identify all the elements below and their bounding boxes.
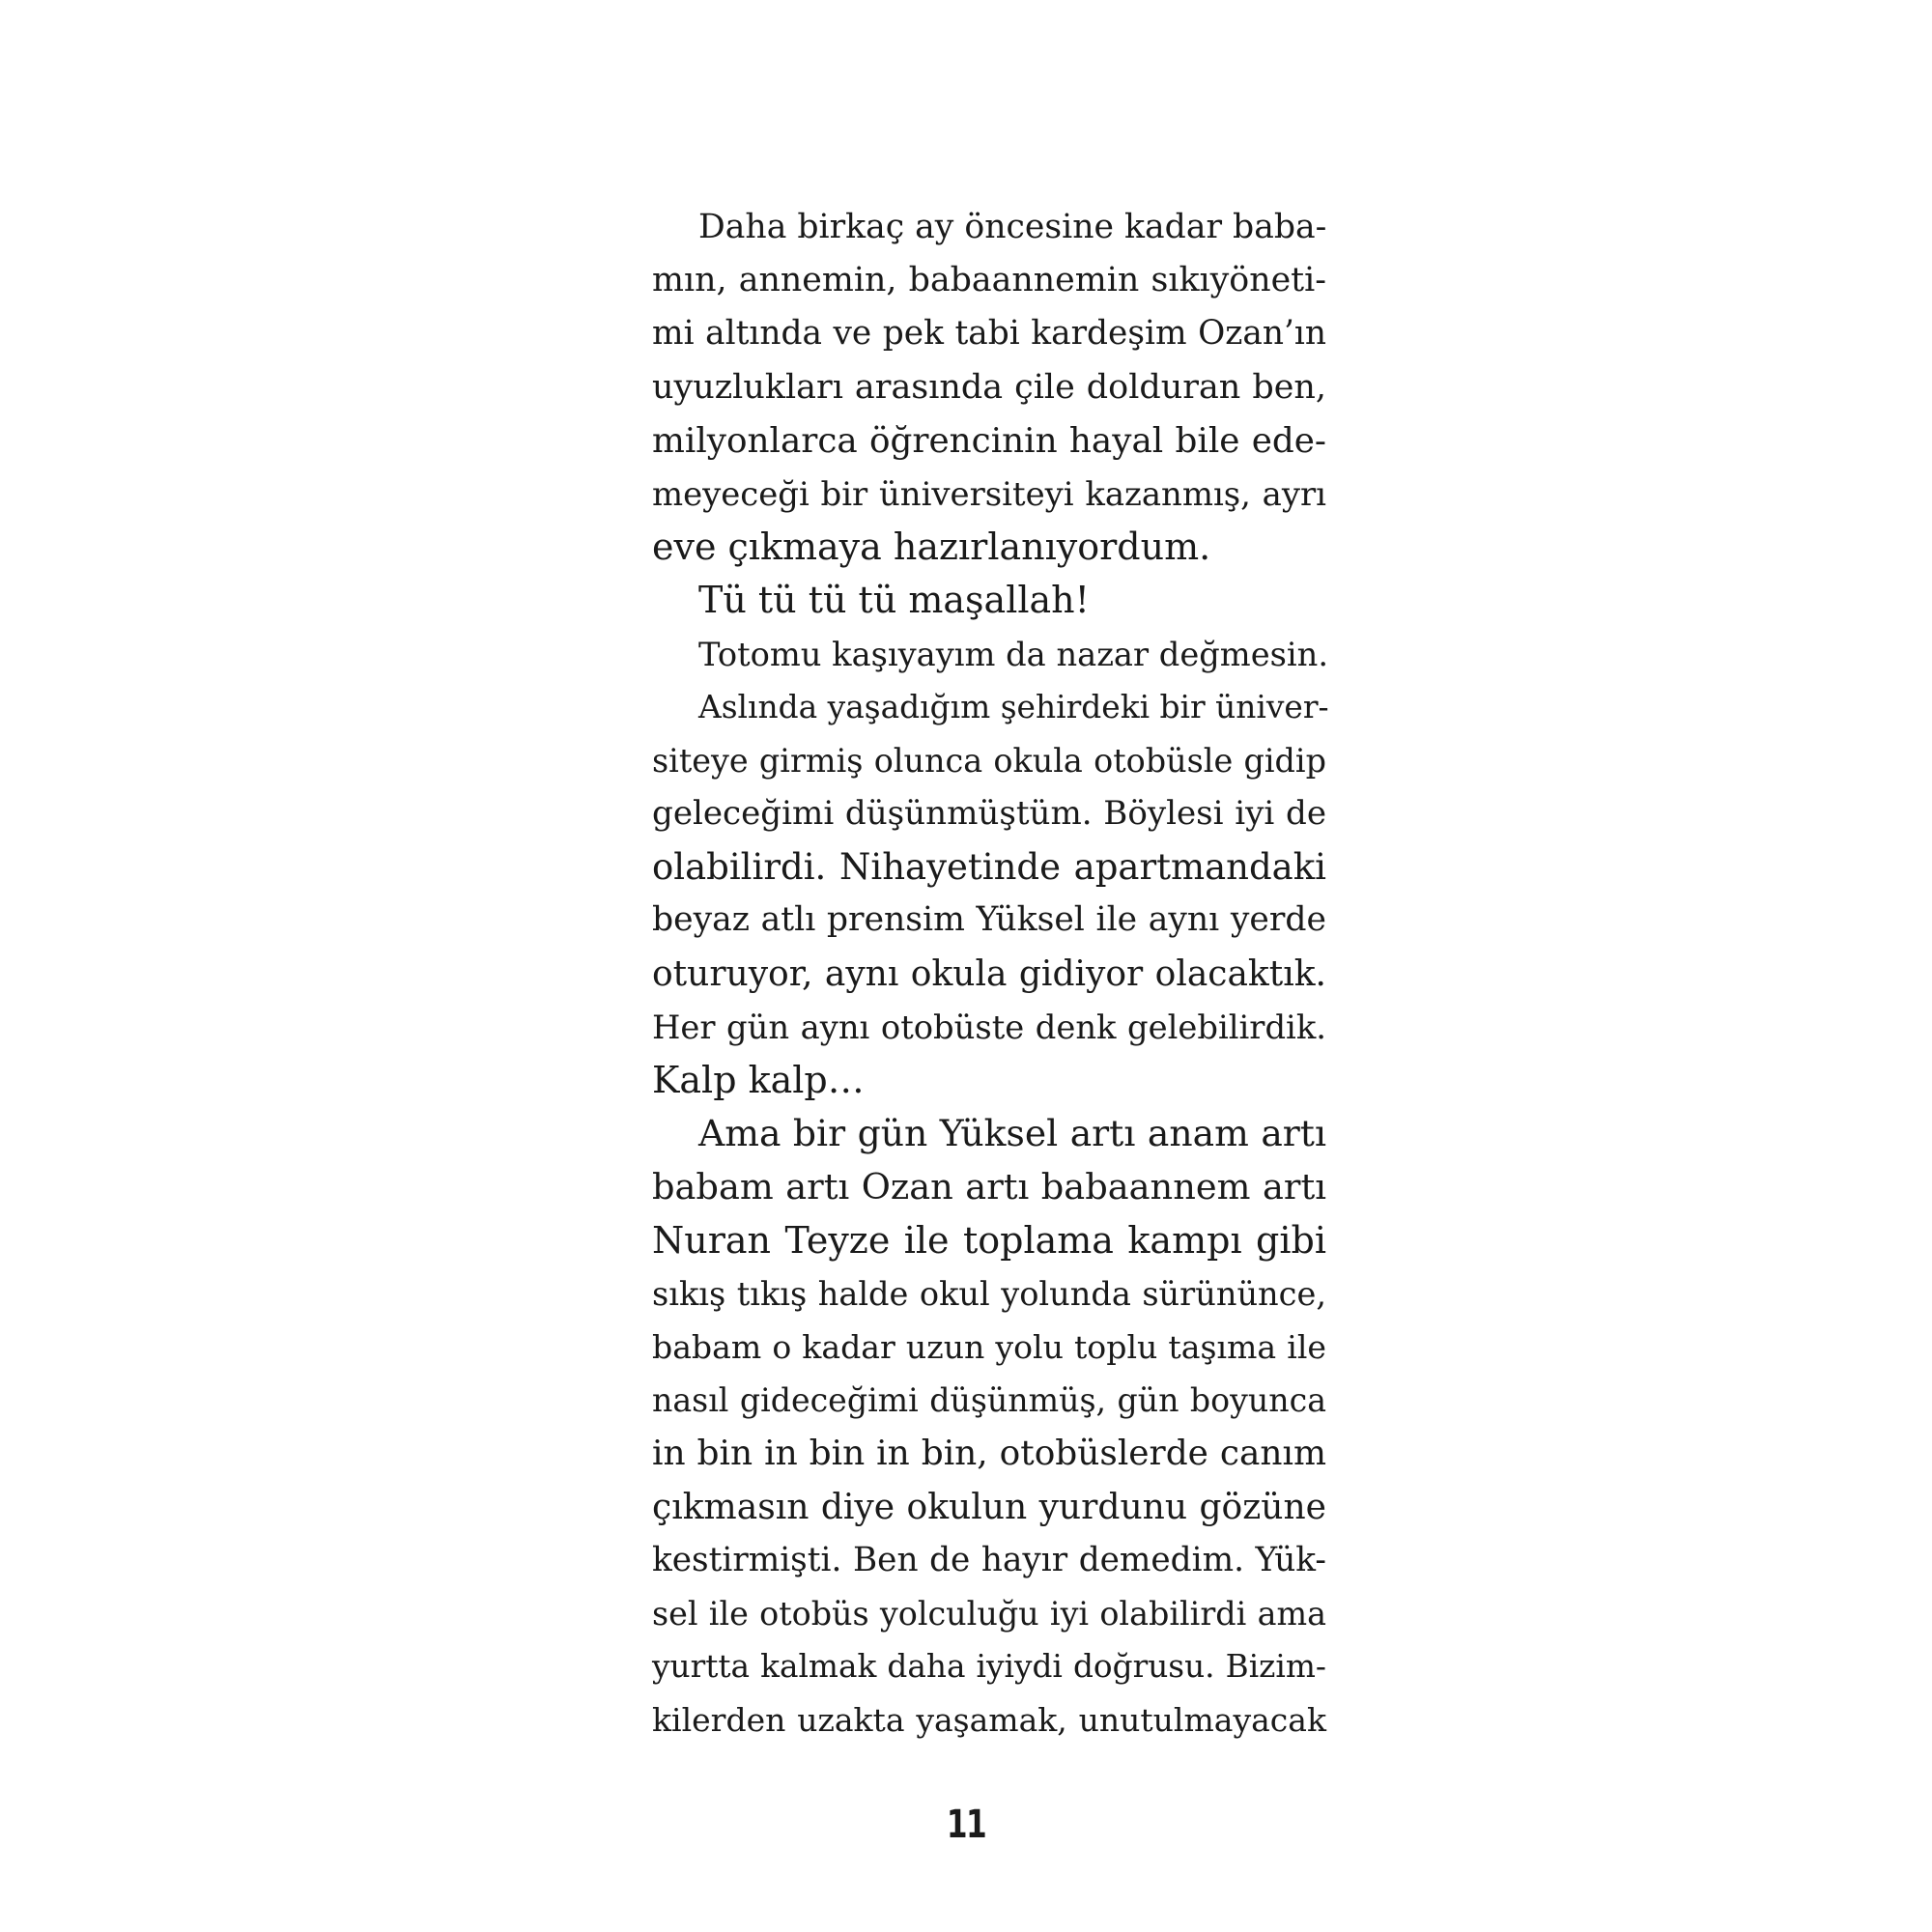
text-line: Ama bir gün Yüksel artı anam artı bbox=[698, 1112, 1326, 1155]
page-number: 11 bbox=[946, 1803, 986, 1847]
text-line: nasıl gideceğimi düşünmüş, gün boyunca bbox=[652, 1381, 1326, 1420]
text-line: Totomu kaşıyayım da nazar değmesin. bbox=[698, 635, 1329, 673]
text-line: in bin in bin in bin, otobüslerde canım bbox=[652, 1434, 1326, 1474]
text-line: eve çıkmaya hazırlanıyordum. bbox=[652, 526, 1211, 569]
text-line: Aslında yaşadığım şehirdeki bir üniver- bbox=[698, 688, 1329, 725]
text-line: Tü tü tü tü maşallah! bbox=[698, 579, 1090, 622]
text-line: sıkış tıkış halde okul yolunda sürününce, bbox=[652, 1274, 1326, 1313]
text-line: meyeceği bir üniversiteyi kazanmış, ayrı bbox=[652, 474, 1326, 513]
text-line: geleceğimi düşünmüştüm. Böylesi iyi de bbox=[652, 794, 1326, 834]
text-line: Kalp kalp… bbox=[652, 1059, 865, 1101]
text-line: Her gün aynı otobüste denk gelebilirdik. bbox=[652, 1008, 1326, 1046]
text-line: yurtta kalmak daha iyiydi doğrusu. Bizim- bbox=[652, 1648, 1326, 1686]
text-line: Daha birkaç ay öncesine kadar baba- bbox=[698, 208, 1327, 246]
text-line: oturuyor, aynı okula gidiyor olacaktık. bbox=[652, 953, 1326, 994]
text-line: beyaz atlı prensim Yüksel ile aynı yerde bbox=[652, 900, 1326, 940]
text-line: mın, annemin, babaannemin sıkıyöneti- bbox=[652, 261, 1326, 300]
text-line: siteye girmiş olunca okula otobüsle gidip bbox=[652, 741, 1326, 780]
text-line: mi altında ve pek tabi kardeşim Ozan’ın bbox=[652, 314, 1326, 354]
text-line: uyuzlukları arasında çile dolduran ben, bbox=[652, 367, 1326, 407]
text-line: Nuran Teyze ile toplama kampı gibi bbox=[652, 1218, 1326, 1262]
text-line: kestirmişti. Ben de hayır demedim. Yük- bbox=[652, 1540, 1326, 1579]
text-line: sel ile otobüs yolculuğu iyi olabilirdi ama bbox=[652, 1594, 1326, 1633]
body-text bbox=[652, 201, 1329, 1747]
text-line: babam artı Ozan artı babaannem artı bbox=[652, 1166, 1326, 1208]
text-line: kilerden uzakta yaşamak, unutulmayacak bbox=[652, 1701, 1326, 1740]
text-line: milyonlarca öğrencinin hayal bile ede- bbox=[652, 420, 1326, 461]
text-line: babam o kadar uzun yolu toplu taşıma ile bbox=[652, 1327, 1326, 1366]
text-line: çıkmasın diye okulun yurdunu gözüne bbox=[652, 1486, 1326, 1527]
text-line: olabilirdi. Nihayetinde apartmandaki bbox=[652, 846, 1326, 889]
